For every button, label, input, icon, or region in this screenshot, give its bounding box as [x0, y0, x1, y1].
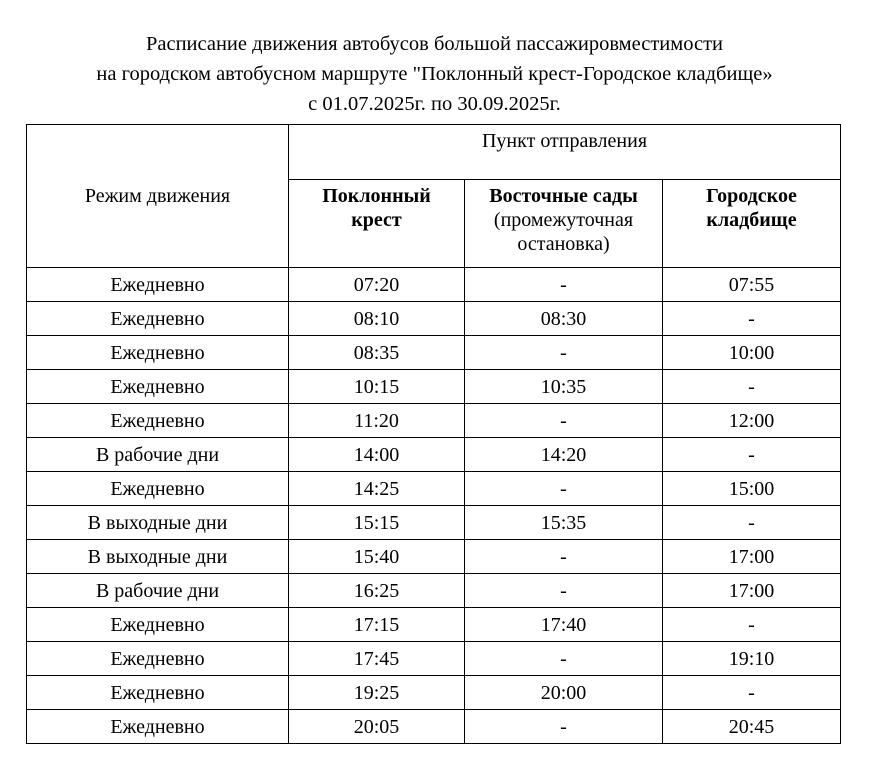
stop-name-line: Восточные сады [489, 185, 638, 207]
header-stop-poklonny-krest [289, 180, 465, 268]
table-row [27, 506, 841, 540]
stop-name-line: кладбище [706, 209, 797, 231]
mode-cell: Ежедневно [27, 472, 289, 506]
vostochnye-sady-time-cell: 20:00 [465, 676, 663, 710]
table-row [27, 676, 841, 710]
schedule-rows [27, 268, 841, 744]
vostochnye-sady-time-cell: - [465, 268, 663, 302]
gorodskoe-kladbishche-time-cell: 15:00 [663, 472, 841, 506]
poklonny-krest-time-cell: 10:15 [289, 370, 465, 404]
mode-cell: В рабочие дни [27, 438, 289, 472]
poklonny-krest-time-cell: 14:00 [289, 438, 465, 472]
schedule-table [26, 124, 841, 744]
mode-cell: Ежедневно [27, 336, 289, 370]
gorodskoe-kladbishche-time-cell: 17:00 [663, 540, 841, 574]
stop-name-line: Городское [706, 185, 797, 207]
poklonny-krest-time-cell: 20:05 [289, 710, 465, 744]
gorodskoe-kladbishche-time-cell: - [663, 506, 841, 540]
stop-note-line: (промежуточная [493, 209, 634, 231]
table-row [27, 268, 841, 302]
table-row [27, 438, 841, 472]
title-line-1: Расписание движения автобусов большой пассажировместимости [145, 33, 724, 55]
poklonny-krest-time-cell: 14:25 [289, 472, 465, 506]
gorodskoe-kladbishche-time-cell: - [663, 370, 841, 404]
vostochnye-sady-time-cell: - [465, 710, 663, 744]
vostochnye-sady-time-cell: - [465, 642, 663, 676]
vostochnye-sady-time-cell: 08:30 [465, 302, 663, 336]
header-stop-vostochnye-sady [465, 180, 663, 268]
header-stop-gorodskoe-kladbishche [663, 180, 841, 268]
table-row [27, 370, 841, 404]
stop-name-line: крест [351, 209, 402, 231]
poklonny-krest-time-cell: 17:15 [289, 608, 465, 642]
poklonny-krest-time-cell: 17:45 [289, 642, 465, 676]
gorodskoe-kladbishche-time-cell: 10:00 [663, 336, 841, 370]
poklonny-krest-time-cell: 15:15 [289, 506, 465, 540]
vostochnye-sady-time-cell: 14:20 [465, 438, 663, 472]
table-row [27, 642, 841, 676]
document-title [0, 29, 869, 119]
table-row [27, 574, 841, 608]
title-line-3: с 01.07.2025г. по 30.09.2025г. [308, 93, 561, 115]
mode-cell: Ежедневно [27, 404, 289, 438]
mode-cell: Ежедневно [27, 268, 289, 302]
vostochnye-sady-time-cell: - [465, 336, 663, 370]
poklonny-krest-time-cell: 11:20 [289, 404, 465, 438]
poklonny-krest-time-cell: 15:40 [289, 540, 465, 574]
table-row [27, 404, 841, 438]
mode-cell: Ежедневно [27, 370, 289, 404]
gorodskoe-kladbishche-time-cell: - [663, 438, 841, 472]
mode-cell: Ежедневно [27, 302, 289, 336]
table-row [27, 710, 841, 744]
vostochnye-sady-time-cell: - [465, 574, 663, 608]
vostochnye-sady-time-cell: 17:40 [465, 608, 663, 642]
gorodskoe-kladbishche-time-cell: 07:55 [663, 268, 841, 302]
gorodskoe-kladbishche-time-cell: - [663, 608, 841, 642]
gorodskoe-kladbishche-time-cell: 17:00 [663, 574, 841, 608]
poklonny-krest-time-cell: 19:25 [289, 676, 465, 710]
table-row [27, 608, 841, 642]
gorodskoe-kladbishche-time-cell: 19:10 [663, 642, 841, 676]
mode-cell: Ежедневно [27, 676, 289, 710]
stop-note-line: остановка) [517, 233, 610, 255]
mode-cell: Ежедневно [27, 608, 289, 642]
vostochnye-sady-time-cell: - [465, 472, 663, 506]
table-row [27, 336, 841, 370]
table-row [27, 472, 841, 506]
header-departure-point: Пункт отправления [289, 125, 841, 180]
vostochnye-sady-time-cell: - [465, 404, 663, 438]
table-row [27, 302, 841, 336]
mode-cell: В рабочие дни [27, 574, 289, 608]
poklonny-krest-time-cell: 16:25 [289, 574, 465, 608]
mode-cell: В выходные дни [27, 540, 289, 574]
poklonny-krest-time-cell: 07:20 [289, 268, 465, 302]
vostochnye-sady-time-cell: 10:35 [465, 370, 663, 404]
gorodskoe-kladbishche-time-cell: 20:45 [663, 710, 841, 744]
mode-cell: Ежедневно [27, 710, 289, 744]
gorodskoe-kladbishche-time-cell: - [663, 676, 841, 710]
header-mode: Режим движения [27, 125, 289, 268]
table-row [27, 540, 841, 574]
vostochnye-sady-time-cell: - [465, 540, 663, 574]
title-line-2: на городском автобусном маршруте "Поклонный крест-Городское кладбище» [96, 63, 773, 85]
mode-cell: В выходные дни [27, 506, 289, 540]
vostochnye-sady-time-cell: 15:35 [465, 506, 663, 540]
gorodskoe-kladbishche-time-cell: 12:00 [663, 404, 841, 438]
poklonny-krest-time-cell: 08:35 [289, 336, 465, 370]
gorodskoe-kladbishche-time-cell: - [663, 302, 841, 336]
mode-cell: Ежедневно [27, 642, 289, 676]
stop-name-line: Поклонный [322, 185, 431, 207]
poklonny-krest-time-cell: 08:10 [289, 302, 465, 336]
